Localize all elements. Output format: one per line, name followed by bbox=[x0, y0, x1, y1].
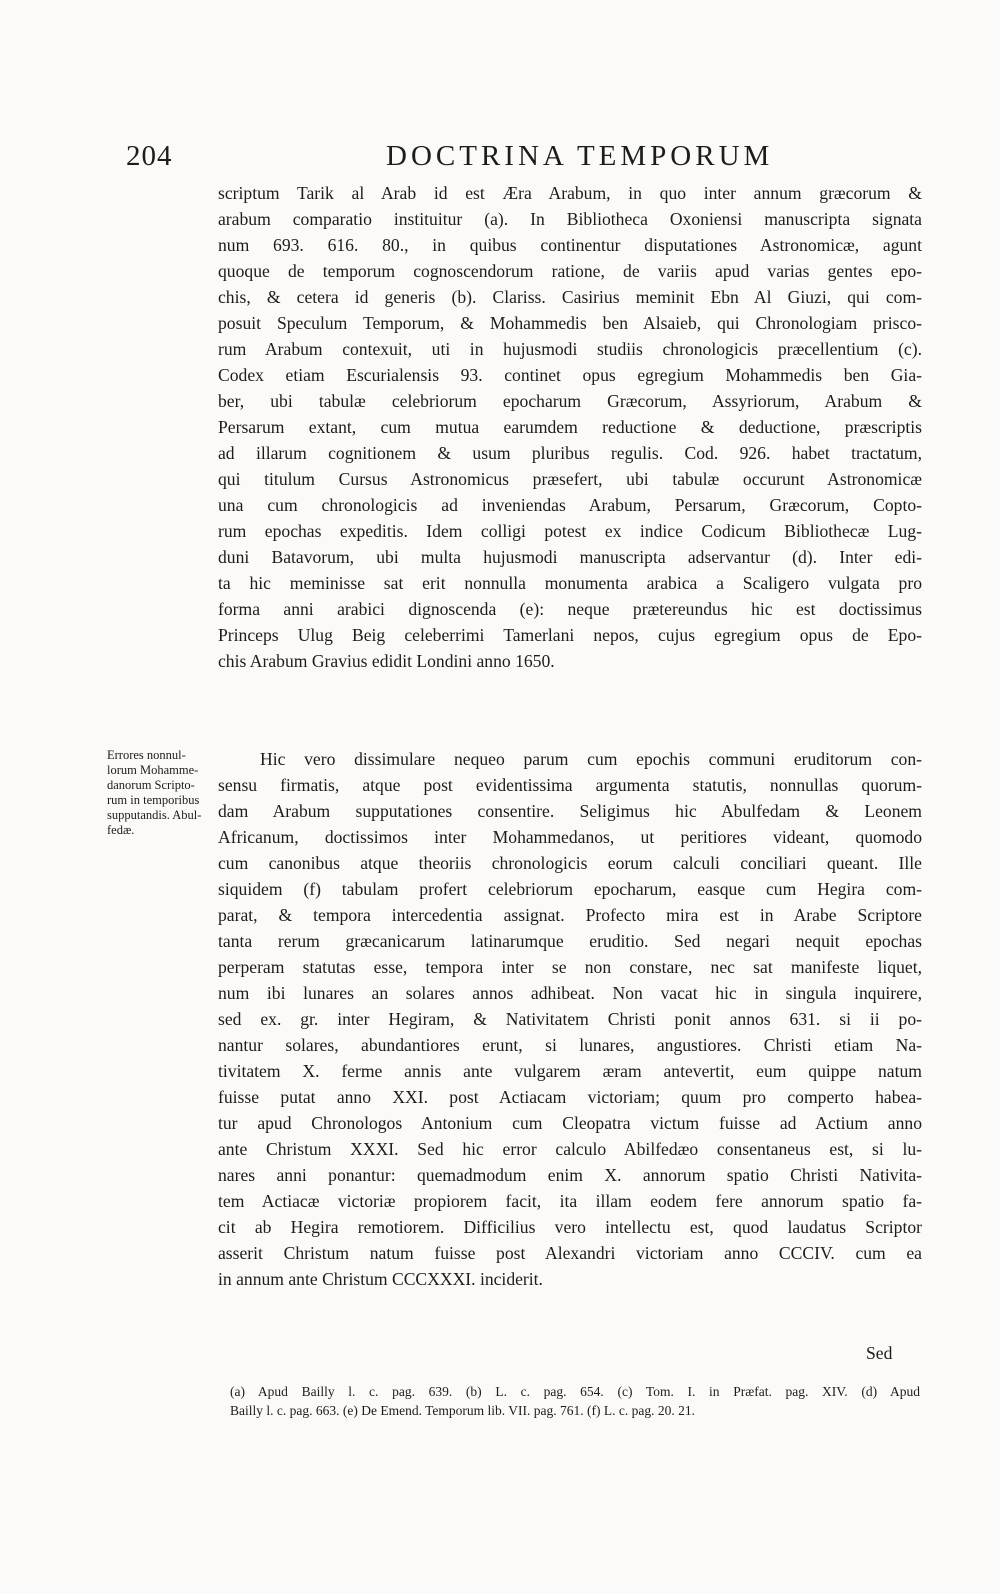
footnote-line: (a) Apud Bailly l. c. pag. 639. (b) L. c. pag. 654. (c) Tom. I. in Præfat. pag. XIV. (d) Apud bbox=[230, 1384, 920, 1399]
text-line: cit ab Hegira remotiorem. Difficilius vero intellectu est, quod laudatus Scriptor bbox=[218, 1217, 922, 1237]
text-line: dam Arabum supputationes consentire. Seligimus hic Abulfedam & Leonem bbox=[218, 801, 922, 821]
margin-note-line: Errores nonnul- bbox=[107, 748, 186, 762]
text-line: Persarum extant, cum mutua earumdem reductione & deductione, præscriptis bbox=[218, 417, 922, 437]
text-line: ta hic meminisse sat erit nonnulla monumenta arabica a Scaligero vulgata pro bbox=[218, 573, 922, 593]
footnotes bbox=[230, 1382, 920, 1420]
text-line: qui titulum Cursus Astronomicus præsefert, ubi tabulæ occurunt Astronomicæ bbox=[218, 469, 922, 489]
text-line: tur apud Chronologos Antonium cum Cleopatra victum fuisse ad Actium anno bbox=[218, 1113, 922, 1133]
text-line: Hic vero dissimulare nequeo parum cum epochis communi eruditorum con- bbox=[260, 749, 922, 769]
text-line: sensu firmatis, atque post evidentissima argumenta statutis, nonnullas quorum- bbox=[218, 775, 922, 795]
text-line: nantur solares, abundantiores erunt, si lunares, angustiores. Christi etiam Na- bbox=[218, 1035, 922, 1055]
text-line: chis, & cetera id generis (b). Clariss. Casirius meminit Ebn Al Giuzi, qui com- bbox=[218, 287, 922, 307]
paragraph-2 bbox=[218, 746, 922, 1292]
text-line: duni Batavorum, ubi multa hujusmodi manuscripta adservantur (d). Inter edi- bbox=[218, 547, 922, 567]
text-line: parat, & tempora intercedentia assignat. Profecto mira est in Arabe Scriptore bbox=[218, 905, 922, 925]
text-line: num 693. 616. 80., in quibus continentur disputationes Astronomicæ, agunt bbox=[218, 235, 922, 255]
text-line: quoque de temporum cognoscendorum ratione, de variis apud varias gentes epo- bbox=[218, 261, 922, 281]
margin-note bbox=[107, 748, 211, 838]
text-line: ante Christum XXXI. Sed hic error calculo Abilfedæo consentaneus est, si lu- bbox=[218, 1139, 922, 1159]
text-line: cum canonibus atque theoriis chronologicis eorum calculi conciliari queant. Ille bbox=[218, 853, 922, 873]
text-line: perperam statutas esse, tempora inter se non constare, nec sat manifeste liquet, bbox=[218, 957, 922, 977]
text-line: scriptum Tarik al Arab id est Æra Arabum, in quo inter annum græcorum & bbox=[218, 183, 922, 203]
text-line: siquidem (f) tabulam profert celebriorum epocharum, easque cum Hegira com- bbox=[218, 879, 922, 899]
paragraph-1 bbox=[218, 180, 922, 674]
text-line: tem Actiacæ victoriæ propiorem facit, ita illam eodem fere annorum spatio fa- bbox=[218, 1191, 922, 1211]
margin-note-line: danorum Scripto- bbox=[107, 778, 195, 792]
text-line: tivitatem X. ferme annis ante vulgarem æram antevertit, eum quippe natum bbox=[218, 1061, 922, 1081]
page-number: 204 bbox=[126, 140, 173, 172]
catchword: Sed bbox=[866, 1343, 893, 1363]
text-line: arabum comparatio instituitur (a). In Bibliotheca Oxoniensi manuscripta signata bbox=[218, 209, 922, 229]
text-line: Princeps Ulug Beig celeberrimi Tamerlani nepos, cujus egregium opus de Epo- bbox=[218, 625, 922, 645]
margin-note-line: supputandis. Abul- bbox=[107, 808, 202, 822]
text-line: num ibi lunares an solares annos adhibeat. Non vacat hic in singula inquirere, bbox=[218, 983, 922, 1003]
text-line: ber, ubi tabulæ celebriorum epocharum Græcorum, Assyriorum, Arabum & bbox=[218, 391, 922, 411]
running-head: DOCTRINA TEMPORUM bbox=[386, 140, 774, 172]
text-line: una cum chronologicis ad inveniendas Arabum, Persarum, Græcorum, Copto- bbox=[218, 495, 922, 515]
text-line: nares anni ponantur: quemadmodum enim X. annorum spatio Christi Nativita- bbox=[218, 1165, 922, 1185]
margin-note-line: rum in temporibus bbox=[107, 793, 200, 807]
text-line: asserit Christum natum fuisse post Alexandri victoriam anno CCCIV. cum ea bbox=[218, 1243, 922, 1263]
text-line: posuit Speculum Temporum, & Mohammedis ben Alsaieb, qui Chronologiam prisco- bbox=[218, 313, 922, 333]
text-line: chis Arabum Gravius edidit Londini anno 1650. bbox=[218, 651, 555, 671]
text-line: ad illarum cognitionem & usum pluribus regulis. Cod. 926. habet tractatum, bbox=[218, 443, 922, 463]
footnote-line: Bailly l. c. pag. 663. (e) De Emend. Temporum lib. VII. pag. 761. (f) L. c. pag. 20. 21. bbox=[230, 1403, 695, 1418]
text-line: in annum ante Christum CCCXXXI. inciderit. bbox=[218, 1269, 543, 1289]
text-line: Codex etiam Escurialensis 93. continet opus egregium Mohammedis ben Gia- bbox=[218, 365, 922, 385]
margin-note-line: fedæ. bbox=[107, 823, 135, 837]
margin-note-line: lorum Mohamme- bbox=[107, 763, 199, 777]
text-line: tanta rerum græcanicarum latinarumque eruditio. Sed negari nequit epochas bbox=[218, 931, 922, 951]
text-line: forma anni arabici dignoscenda (e): neque prætereundus hic est doctissimus bbox=[218, 599, 922, 619]
text-line: fuisse putat anno XXI. post Actiacam victoriam; quum pro comperto habea- bbox=[218, 1087, 922, 1107]
text-line: Africanum, doctissimos inter Mohammedanos, ut peritiores videant, quomodo bbox=[218, 827, 922, 847]
text-line: rum Arabum contexuit, uti in hujusmodi studiis chronologicis præcellentium (c). bbox=[218, 339, 922, 359]
text-line: sed ex. gr. inter Hegiram, & Nativitatem Christi ponit annos 631. si ii po- bbox=[218, 1009, 922, 1029]
text-line: rum epochas expeditis. Idem colligi potest ex indice Codicum Bibliothecæ Lug- bbox=[218, 521, 922, 541]
